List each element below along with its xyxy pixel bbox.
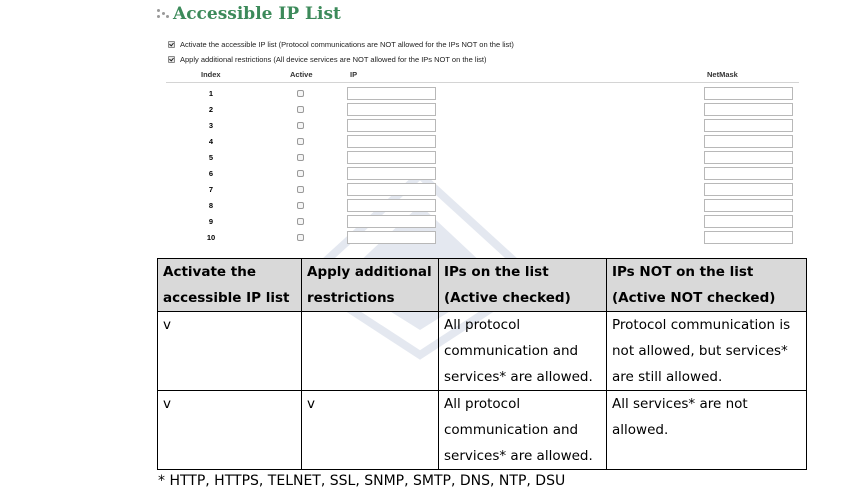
title-text: Accessible IP List xyxy=(173,4,341,24)
active-checkbox[interactable] xyxy=(297,170,304,177)
legend-cell: v xyxy=(158,312,302,391)
ip-column-header: IP xyxy=(350,70,358,79)
ip-input[interactable] xyxy=(347,119,436,132)
ip-input[interactable] xyxy=(347,167,436,180)
legend-cell: All protocol communication and services* are allowed. xyxy=(439,391,607,470)
legend-cell: All services* are not allowed. xyxy=(607,391,807,470)
active-checkbox[interactable] xyxy=(297,106,304,113)
ip-input[interactable] xyxy=(347,87,436,100)
restriction-legend-table xyxy=(157,258,807,470)
active-checkbox[interactable] xyxy=(297,234,304,241)
row-index: 8 xyxy=(208,201,214,210)
grid-row xyxy=(166,182,799,198)
active-checkbox[interactable] xyxy=(297,138,304,145)
active-checkbox[interactable] xyxy=(297,202,304,209)
legend-header-row xyxy=(158,259,807,312)
grid-row xyxy=(166,118,799,134)
activate-list-label: Activate the accessible IP list (Protocol communications are NOT allowed for the IPs NOT on the list) xyxy=(180,39,514,49)
netmask-input[interactable] xyxy=(704,87,793,100)
row-index: 2 xyxy=(208,105,214,114)
grid-row xyxy=(166,102,799,118)
netmask-column-header: NetMask xyxy=(707,70,738,79)
netmask-input[interactable] xyxy=(704,135,793,148)
activate-list-checkbox[interactable] xyxy=(168,41,175,48)
ip-input[interactable] xyxy=(347,151,436,164)
active-checkbox[interactable] xyxy=(297,90,304,97)
legend-header-ips-on-list: IPs on the list (Active checked) xyxy=(439,259,607,312)
row-index: 6 xyxy=(208,169,214,178)
netmask-input[interactable] xyxy=(704,119,793,132)
ip-list-grid xyxy=(166,67,799,247)
active-column-header: Active xyxy=(290,70,313,79)
grid-header xyxy=(166,67,799,83)
netmask-input[interactable] xyxy=(704,231,793,244)
row-index: 1 xyxy=(208,89,214,98)
grid-row xyxy=(166,214,799,230)
netmask-input[interactable] xyxy=(704,103,793,116)
ip-input[interactable] xyxy=(347,135,436,148)
legend-cell: v xyxy=(302,391,439,470)
legend-cell: Protocol communication is not allowed, but services* are still allowed. xyxy=(607,312,807,391)
grid-row xyxy=(166,166,799,182)
row-index: 7 xyxy=(208,185,214,194)
ip-input[interactable] xyxy=(347,199,436,212)
additional-restrictions-checkbox[interactable] xyxy=(168,56,175,63)
ip-input[interactable] xyxy=(347,103,436,116)
page-title xyxy=(157,3,341,25)
netmask-input[interactable] xyxy=(704,151,793,164)
additional-restrictions-option[interactable] xyxy=(168,53,487,65)
row-index: 4 xyxy=(208,137,214,146)
grid-row xyxy=(166,198,799,214)
row-index: 10 xyxy=(206,233,216,242)
active-checkbox[interactable] xyxy=(297,218,304,225)
netmask-input[interactable] xyxy=(704,215,793,228)
legend-header-ips-not-on-list: IPs NOT on the list (Active NOT checked) xyxy=(607,259,807,312)
legend-cell: All protocol communication and services* are allowed. xyxy=(439,312,607,391)
legend-header-activate: Activate the accessible IP list xyxy=(158,259,302,312)
additional-restrictions-label: Apply additional restrictions (All device services are NOT allowed for the IPs NOT on the list) xyxy=(180,54,487,64)
netmask-input[interactable] xyxy=(704,167,793,180)
grid-row xyxy=(166,86,799,102)
active-checkbox[interactable] xyxy=(297,154,304,161)
netmask-input[interactable] xyxy=(704,183,793,196)
grid-row xyxy=(166,134,799,150)
legend-header-restrictions: Apply additional restrictions xyxy=(302,259,439,312)
activate-list-option[interactable] xyxy=(168,38,514,50)
grid-row xyxy=(166,230,799,246)
ip-input[interactable] xyxy=(347,215,436,228)
row-index: 5 xyxy=(208,153,214,162)
ip-input[interactable] xyxy=(347,183,436,196)
active-checkbox[interactable] xyxy=(297,122,304,129)
legend-cell: v xyxy=(158,391,302,470)
services-footnote: * HTTP, HTTPS, TELNET, SSL, SNMP, SMTP, DNS, NTP, DSU xyxy=(158,473,566,489)
row-index: 9 xyxy=(208,217,214,226)
legend-row xyxy=(158,312,807,391)
netmask-input[interactable] xyxy=(704,199,793,212)
grid-row xyxy=(166,150,799,166)
row-index: 3 xyxy=(208,121,214,130)
index-column-header: Index xyxy=(201,70,221,79)
bullet-dots-icon xyxy=(157,7,171,21)
ip-input[interactable] xyxy=(347,231,436,244)
active-checkbox[interactable] xyxy=(297,186,304,193)
legend-row xyxy=(158,391,807,470)
legend-cell xyxy=(302,312,439,391)
